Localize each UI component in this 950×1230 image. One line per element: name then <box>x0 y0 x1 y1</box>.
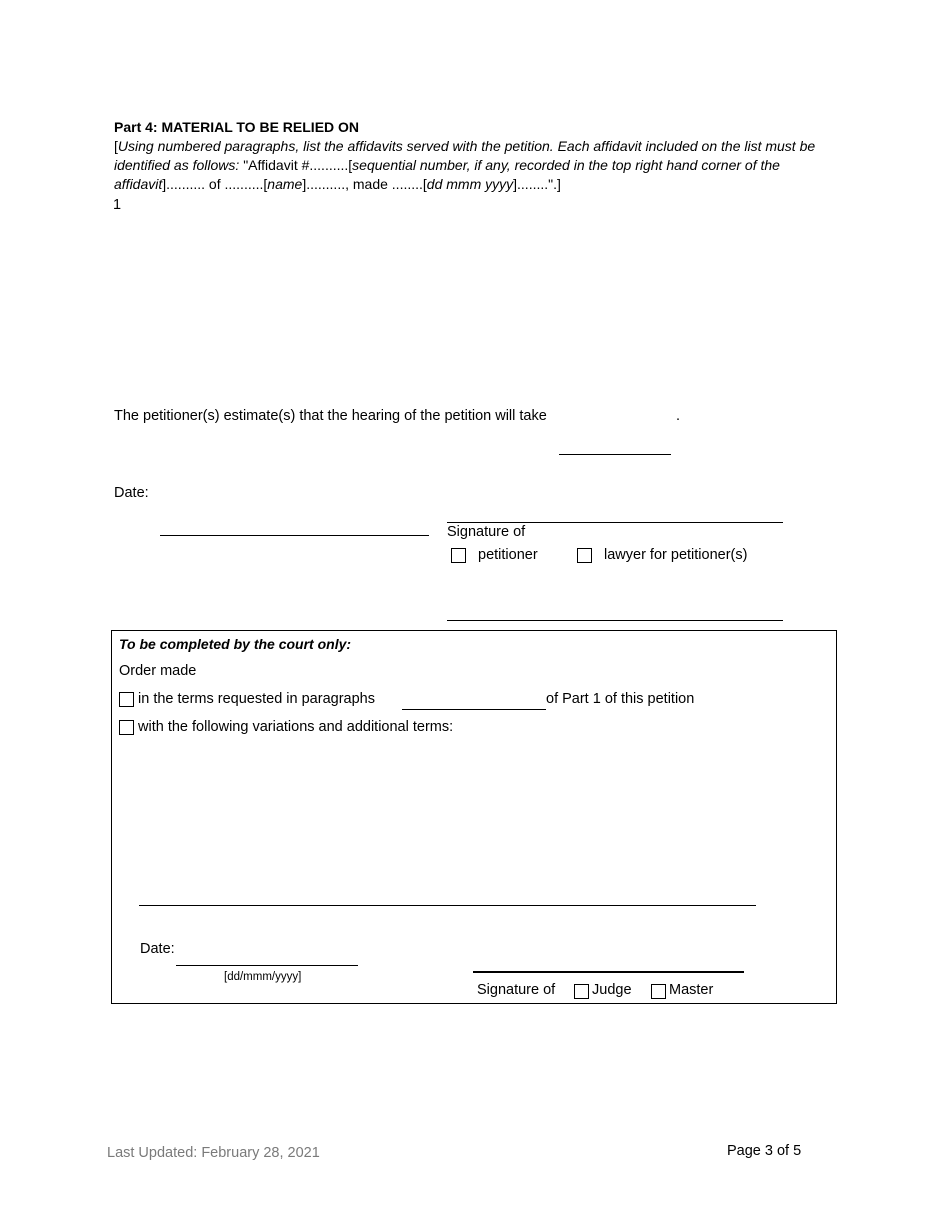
signature-of-label: Signature of <box>447 524 526 540</box>
variations-terms-field[interactable] <box>139 905 756 906</box>
instr-italic-date: dd mmm yyyy <box>426 176 514 192</box>
court-signature-of-label: Signature of <box>477 982 556 998</box>
court-date-hint: [dd/mmm/yyyy] <box>224 971 302 983</box>
instr-of: ].......... of ..........[ <box>162 176 268 192</box>
court-signature-field[interactable] <box>473 971 744 973</box>
terms-requested-suffix: of Part 1 of this petition <box>546 691 695 707</box>
hearing-duration-field[interactable] <box>559 454 671 455</box>
instr-made: ].........., made ........[ <box>302 176 427 192</box>
page-number: Page 3 of 5 <box>727 1143 802 1159</box>
lawyer-label: lawyer for petitioner(s) <box>604 547 748 563</box>
master-checkbox[interactable] <box>651 984 666 999</box>
terms-requested-checkbox[interactable] <box>119 692 134 707</box>
affidavit-list-item-number: 1 <box>113 197 122 213</box>
order-made-label: Order made <box>119 663 197 679</box>
court-date-label: Date: <box>140 941 175 957</box>
instr-italic-name: name <box>267 176 303 192</box>
paragraphs-field[interactable] <box>402 709 546 710</box>
variations-checkbox[interactable] <box>119 720 134 735</box>
master-label: Master <box>669 982 714 998</box>
instr-affidavit: "Affidavit #..........[ <box>243 157 353 173</box>
instr-bracket: [ <box>114 138 118 154</box>
instr-italic-2: sequential number, if any, recorded in the top right hand corner of the affidavit <box>114 157 780 192</box>
petitioner-checkbox[interactable] <box>451 548 466 563</box>
hearing-estimate-text: The petitioner(s) estimate(s) that the hearing of the petition will take <box>114 408 547 424</box>
last-updated-footer: Last Updated: February 28, 2021 <box>107 1145 320 1161</box>
date-field[interactable] <box>160 535 429 536</box>
signature-field[interactable] <box>447 620 783 621</box>
judge-label: Judge <box>592 982 632 998</box>
lawyer-checkbox[interactable] <box>577 548 592 563</box>
date-label: Date: <box>114 485 149 501</box>
judge-checkbox[interactable] <box>574 984 589 999</box>
instr-italic-1: Using numbered paragraphs, list the affidavits served with the petition. Each affidavit included on the list must be identified as follows: <box>114 138 816 173</box>
part4-instructions <box>114 137 829 194</box>
hearing-estimate-period: . <box>676 408 681 424</box>
petitioner-label: petitioner <box>478 547 538 563</box>
variations-label: with the following variations and additional terms: <box>138 719 454 735</box>
terms-requested-label: in the terms requested in paragraphs <box>138 691 375 707</box>
court-only-title: To be completed by the court only: <box>119 636 352 652</box>
instr-end: ]........".] <box>513 176 561 192</box>
part4-heading: Part 4: MATERIAL TO BE RELIED ON <box>114 119 360 135</box>
court-only-box <box>111 630 837 1004</box>
court-date-field[interactable] <box>176 965 358 966</box>
